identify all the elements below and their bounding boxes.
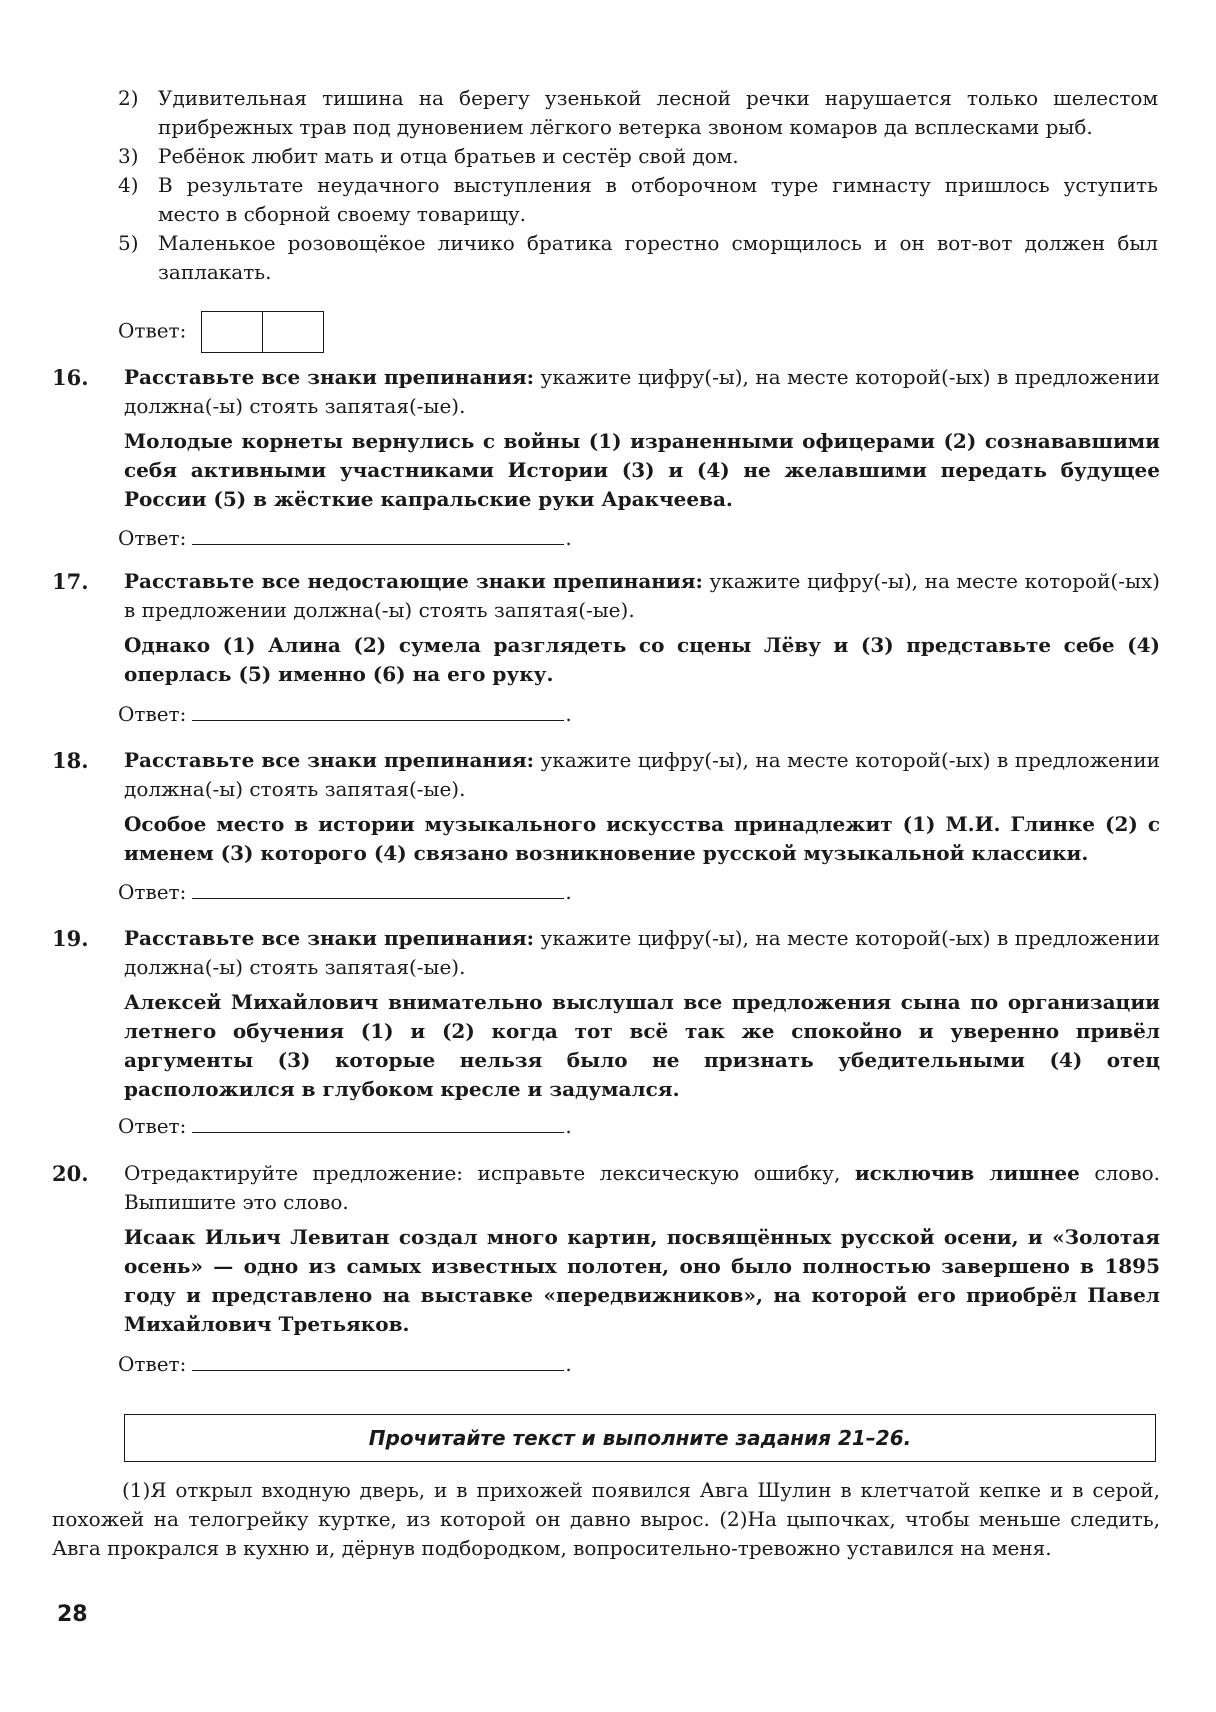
answer-label: Ответ:	[118, 526, 187, 550]
reading-text: (1)Я открыл входную дверь, и в прихожей появился Авга Шулин в клетчатой кепке и в серой, похожей на телогрейку куртке, из которой он давно вырос. (2)На цыпочках, чтобы меньше следить, Авга прокрался в кухню и, дёрнув подбородком, вопросительно-тревожно уставился на меня.	[52, 1478, 1160, 1560]
task-sentence: Алексей Михайлович внимательно выслушал все предложения сына по организации летнего обучения (1) и (2) когда тот всё так же спокойно и уверенно привёл аргументы (3) которые нельзя было не признать убедительными (4) отец расположился в глубоком кресле и задумался.	[124, 990, 1160, 1101]
reading-banner: Прочитайте текст и выполните задания 21–26.	[124, 1414, 1156, 1462]
task-16	[52, 363, 1160, 514]
option-number: 4)	[118, 173, 139, 197]
option-number: 2)	[118, 86, 139, 110]
answer-label: Ответ:	[118, 1352, 187, 1376]
page-number: 28	[57, 1602, 88, 1627]
instruction-bold: Расставьте все недостающие знаки препинания:	[124, 569, 703, 593]
answer-label: Ответ:	[118, 1114, 187, 1138]
answer-label: Ответ:	[118, 702, 187, 726]
option-number: 5)	[118, 231, 139, 255]
task-instruction	[124, 363, 1160, 421]
instruction-part-b: слово. Выпишите это слово.	[124, 1161, 1160, 1214]
task-sentence: Особое место в истории музыкального искусства принадлежит (1) М.И. Глинке (2) с именем (3) которого (4) связано возникновение русской музыкальной классики.	[124, 812, 1160, 865]
answer-box-1[interactable]	[202, 312, 262, 352]
instruction-bold: Расставьте все знаки препинания:	[124, 926, 535, 950]
task-sentence: Однако (1) Алина (2) сумела разглядеть со сцены Лёву и (3) представьте себе (4) оперлась (5) именно (6) на его руку.	[124, 633, 1160, 686]
task-instruction	[124, 924, 1160, 982]
instruction-bold: Расставьте все знаки препинания:	[124, 748, 535, 772]
answer-row-20	[118, 1350, 572, 1379]
instruction-rest: укажите цифру(-ы), на месте которой(-ых) в предложении должна(-ы) стоять запятая(-ые).	[124, 748, 1160, 801]
instruction-bold: исключив лишнее	[854, 1161, 1080, 1185]
answer-line[interactable]	[192, 1350, 564, 1371]
task-20	[52, 1159, 1160, 1339]
answer-boxes[interactable]	[201, 311, 324, 353]
option-text: Ребёнок любит мать и отца братьев и сестёр свой дом.	[158, 144, 739, 168]
answer-line[interactable]	[192, 700, 564, 721]
task-number: 20.	[52, 1161, 89, 1186]
answer-box-2[interactable]	[262, 312, 323, 352]
answer-dot: .	[565, 1352, 572, 1376]
answer-row-15	[118, 311, 324, 353]
answer-dot: .	[565, 1114, 572, 1138]
task-sentence: Исаак Ильич Левитан создал много картин, посвящённых русской осени, и «Золотая осень» — одно из самых известных полотен, оно было полностью завершено в 1895 году и представлено на выставке «передвижников», на которой его приобрёл Павел Михайлович Третьяков.	[124, 1225, 1160, 1336]
task-number: 18.	[52, 748, 89, 773]
answer-line[interactable]	[192, 524, 564, 545]
option-text: Удивительная тишина на берегу узенькой лесной речки нарушается только шелестом прибрежных трав под дуновением лёгкого ветерка звоном комаров да всплесками рыб.	[158, 86, 1158, 139]
task-instruction	[124, 1159, 1160, 1217]
task-number: 19.	[52, 926, 89, 951]
answer-label: Ответ:	[118, 318, 187, 343]
instruction-rest: укажите цифру(-ы), на месте которой(-ых) в предложении должна(-ы) стоять запятая(-ые).	[124, 365, 1160, 418]
answer-row-18	[118, 878, 572, 907]
option-text: Маленькое розовощёкое личико братика горестно сморщилось и он вот-вот должен был заплакать.	[158, 231, 1158, 284]
answer-row-17	[118, 700, 572, 729]
instruction-bold: Расставьте все знаки препинания:	[124, 365, 535, 389]
task-sentence: Молодые корнеты вернулись с войны (1) израненными офицерами (2) сознававшими себя активными участниками Истории (3) и (4) не желавшими передать будущее России (5) в жёсткие капральские руки Аракчеева.	[124, 429, 1160, 511]
answer-row-16	[118, 524, 572, 553]
task-number: 16.	[52, 365, 89, 390]
task-17	[52, 567, 1160, 689]
answer-row-19	[118, 1112, 572, 1141]
task-instruction	[124, 567, 1160, 625]
answer-label: Ответ:	[118, 880, 187, 904]
task-18	[52, 746, 1160, 868]
answer-dot: .	[565, 880, 572, 904]
option-text: В результате неудачного выступления в отборочном туре гимнасту пришлось уступить место в сборной своему товарищу.	[158, 173, 1158, 226]
task-instruction	[124, 746, 1160, 804]
instruction-part-a: Отредактируйте предложение: исправьте лексическую ошибку,	[124, 1161, 855, 1185]
answer-line[interactable]	[192, 1112, 564, 1133]
answer-line[interactable]	[192, 878, 564, 899]
instruction-rest: укажите цифру(-ы), на месте которой(-ых) в предложении должна(-ы) стоять запятая(-ые).	[124, 569, 1160, 622]
task-19	[52, 924, 1160, 1104]
answer-dot: .	[565, 526, 572, 550]
task-number: 17.	[52, 569, 89, 594]
instruction-rest: укажите цифру(-ы), на месте которой(-ых) в предложении должна(-ы) стоять запятая(-ые).	[124, 926, 1160, 979]
answer-dot: .	[565, 702, 572, 726]
option-number: 3)	[118, 144, 139, 168]
